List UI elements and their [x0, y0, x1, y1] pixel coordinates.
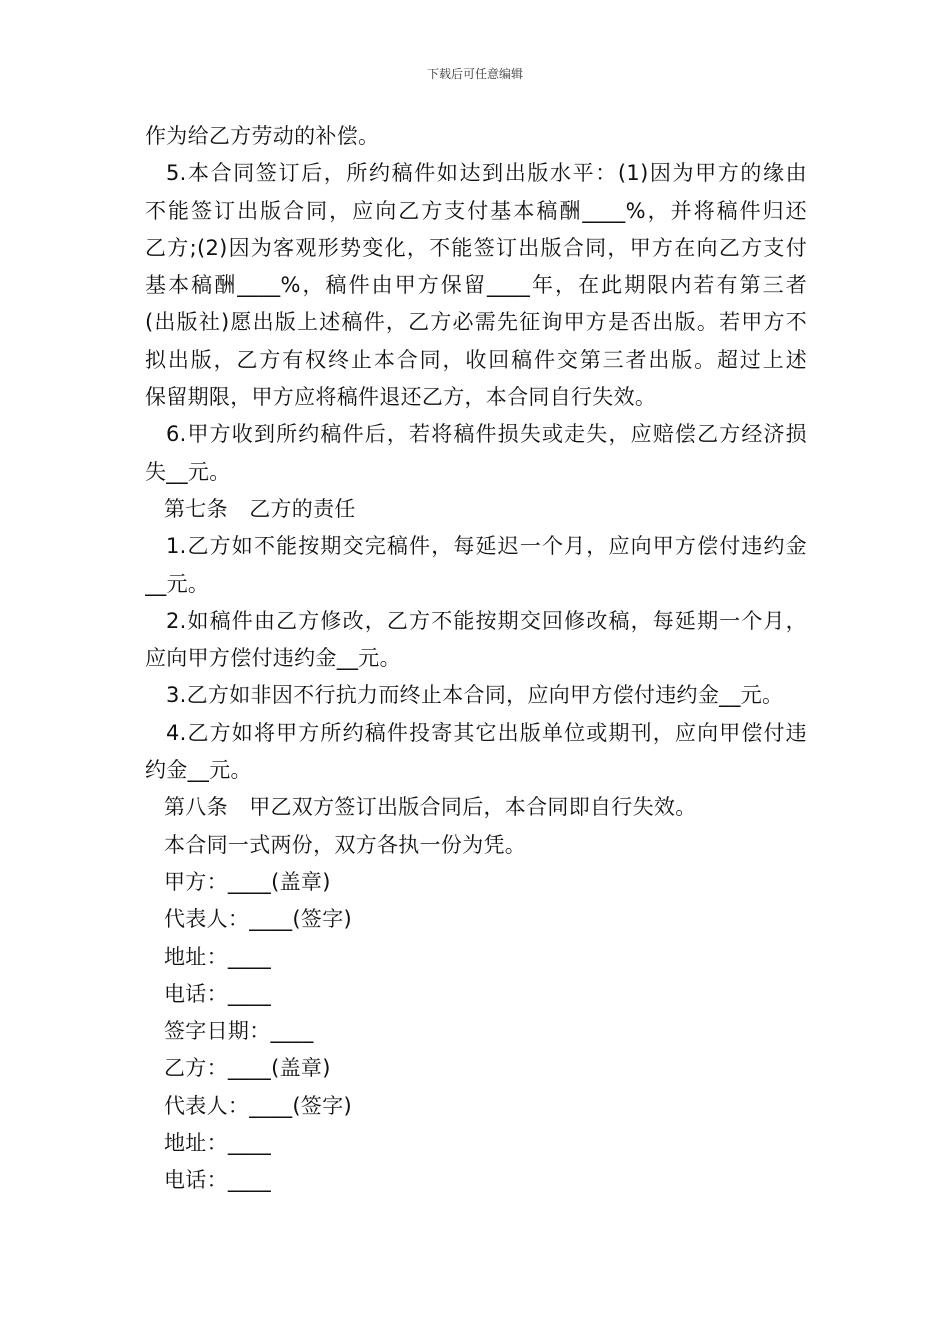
article-7-item-1: __元。	[145, 571, 210, 596]
clause-5-line: 不能签订出版合同，应向乙方支付基本稿酬____%，并将稿件归还	[145, 198, 807, 223]
article-7-item-2: 2.如稿件由乙方修改，乙方不能按期交回修改稿，每延期一个月，	[166, 608, 807, 633]
clause-5-line: 保留期限，甲方应将稿件退还乙方，本合同自行失效。	[145, 385, 657, 410]
article-7-item-2: 应向甲方偿付违约金__元。	[145, 646, 401, 671]
party-a-representative: 代表人：____(签字)	[164, 907, 352, 932]
copies-statement: 本合同一式两份，双方各执一份为凭。	[164, 832, 527, 857]
party-b-phone: 电话：____	[164, 1168, 272, 1193]
clause-5-line: (出版社)愿出版上述稿件，乙方必需先征询甲方是否出版。若甲方不	[145, 310, 807, 335]
party-a-seal: 甲方：____(盖章)	[164, 869, 331, 894]
signing-date: 签字日期：____	[164, 1019, 314, 1044]
party-b-seal: 乙方：____(盖章)	[164, 1056, 331, 1081]
party-b-representative: 代表人：____(签字)	[164, 1093, 352, 1118]
article-7-item-1: 1.乙方如不能按期交完稿件，每延迟一个月，应向甲方偿付违约金	[166, 534, 807, 559]
party-b-address: 地址：____	[164, 1131, 272, 1156]
clause-6-line: 6.甲方收到所约稿件后，若将稿件损失或走失，应赔偿乙方经济损	[166, 422, 807, 447]
party-a-address: 地址：____	[164, 944, 272, 969]
paragraph-line: 作为给乙方劳动的补偿。	[145, 124, 380, 148]
document-body	[145, 118, 807, 1200]
article-7-item-4: 约金__元。	[145, 758, 252, 783]
clause-5-line: 拟出版，乙方有权终止本合同，收回稿件交第三者出版。超过上述	[145, 347, 807, 372]
clause-5-line: 基本稿酬____%，稿件由甲方保留____年，在此期限内若有第三者	[145, 273, 807, 298]
article-7-item-3: 3.乙方如非因不行抗力而终止本合同，应向甲方偿付违约金__元。	[166, 683, 784, 708]
article-7-item-4: 4.乙方如将甲方所约稿件投寄其它出版单位或期刊，应向甲偿付违	[166, 720, 807, 745]
clause-5-line: 5.本合同签订后，所约稿件如达到出版水平：(1)因为甲方的缘由	[166, 161, 807, 186]
clause-6-line: 失__元。	[145, 459, 231, 484]
article-8-heading: 第八条 甲乙双方签订出版合同后，本合同即自行失效。	[164, 795, 697, 820]
party-a-phone: 电话：____	[164, 981, 272, 1006]
clause-5-line: 乙方;(2)因为客观形势变化，不能签订出版合同，甲方在向乙方支付	[145, 235, 807, 260]
page-header: 下载后可任意编辑	[426, 67, 523, 81]
article-7-heading: 第七条 乙方的责任	[164, 496, 356, 521]
